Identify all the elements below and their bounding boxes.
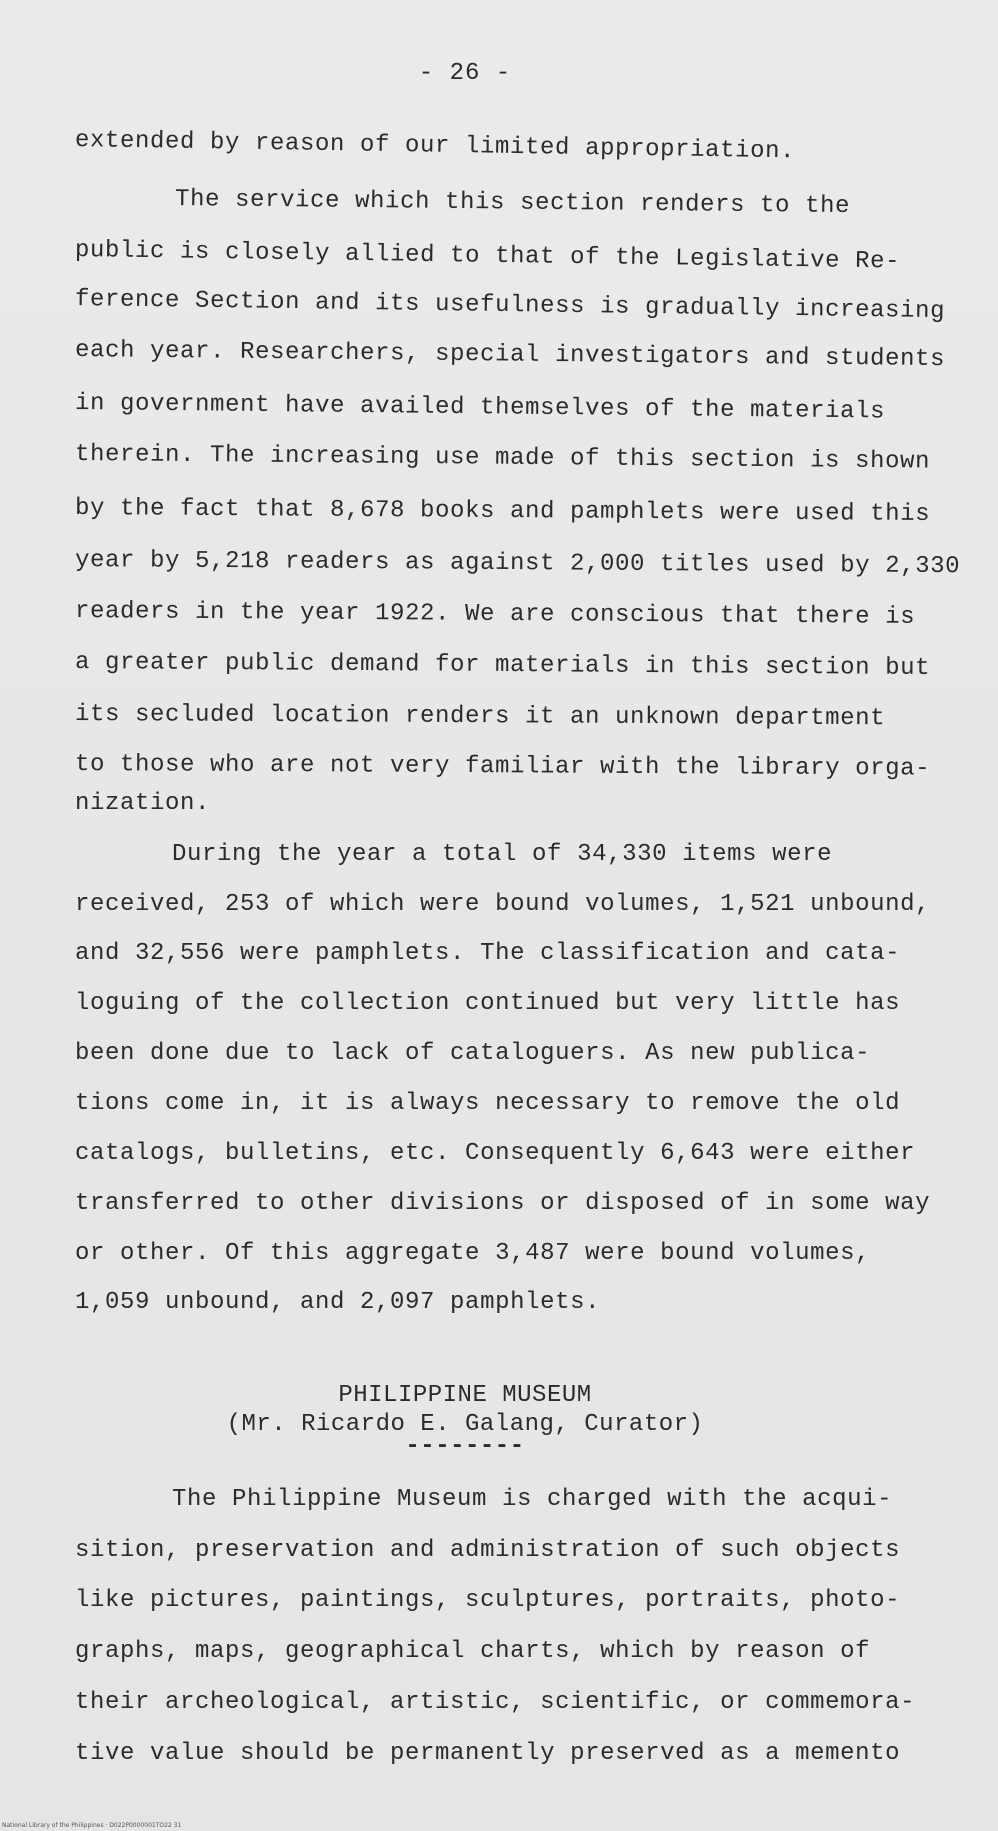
- section-subtitle: (Mr. Ricardo E. Galang, Curator): [226, 1411, 704, 1438]
- paragraph-line: 1,059 unbound, and 2,097 pamphlets.: [75, 1289, 601, 1316]
- paragraph-line: a greater public demand for materials in this section but: [74, 649, 931, 682]
- paragraph-line: tions come in, it is always necessary to remove the old: [75, 1090, 901, 1117]
- paragraph-line: sition, preservation and administration of such objects: [75, 1537, 901, 1564]
- section-title: PHILIPPINE MUSEUM: [338, 1382, 592, 1409]
- paragraph-line: transferred to other divisions or disposed of in some way: [75, 1190, 931, 1217]
- paragraph-line: therein. The increasing use made of this section is shown: [74, 441, 931, 476]
- paragraph-line: ference Section and its usefulness is gradually increasing: [74, 286, 946, 326]
- paragraph-line: and 32,556 were pamphlets. The classification and cata-: [75, 940, 901, 967]
- paragraph-line: in government have availed themselves of the materials: [74, 390, 886, 426]
- paragraph-line: by the fact that 8,678 books and pamphlets were used this: [74, 495, 931, 528]
- paragraph-line: been done due to lack of cataloguers. As new publica-: [75, 1040, 871, 1067]
- paragraph-line: loguing of the collection continued but very little has: [75, 990, 901, 1017]
- page-number: - 26 -: [418, 60, 512, 87]
- archive-credit: National Library of the Philippines · D022P0000001TO22 31: [2, 1822, 182, 1829]
- paragraph-line: readers in the year 1922. We are conscious that there is: [74, 598, 916, 631]
- paragraph-line: nization.: [75, 790, 211, 817]
- paragraph-line: extended by reason of our limited appropriation.: [74, 127, 796, 166]
- paragraph-line: to those who are not very familiar with the library orga-: [74, 751, 931, 783]
- paragraph-line: their archeological, artistic, scientific, or commemora-: [75, 1689, 916, 1716]
- paragraph-line: public is closely allied to that of the Legislative Re-: [74, 237, 901, 276]
- paragraph-line: catalogs, bulletins, etc. Consequently 6,643 were either: [75, 1140, 916, 1167]
- section-rule: --------: [405, 1433, 525, 1460]
- paragraph-line: or other. Of this aggregate 3,487 were bound volumes,: [75, 1240, 871, 1267]
- paragraph-line: received, 253 of which were bound volumes, 1,521 unbound,: [75, 891, 931, 918]
- paragraph-line: The Philippine Museum is charged with the acqui-: [172, 1486, 893, 1513]
- paragraph-line: graphs, maps, geographical charts, which by reason of: [75, 1638, 871, 1665]
- paragraph-line: During the year a total of 34,330 items were: [172, 841, 833, 868]
- paragraph-line: year by 5,218 readers as against 2,000 titles used by 2,330: [74, 547, 961, 581]
- paragraph-line: like pictures, paintings, sculptures, portraits, photo-: [75, 1587, 901, 1614]
- paragraph-line: each year. Researchers, special investigators and students: [74, 337, 946, 374]
- paragraph-line: its secluded location renders it an unknown department: [74, 701, 886, 733]
- paragraph-line: tive value should be permanently preserved as a memento: [75, 1740, 901, 1767]
- paragraph-line: The service which this section renders to the: [174, 186, 851, 221]
